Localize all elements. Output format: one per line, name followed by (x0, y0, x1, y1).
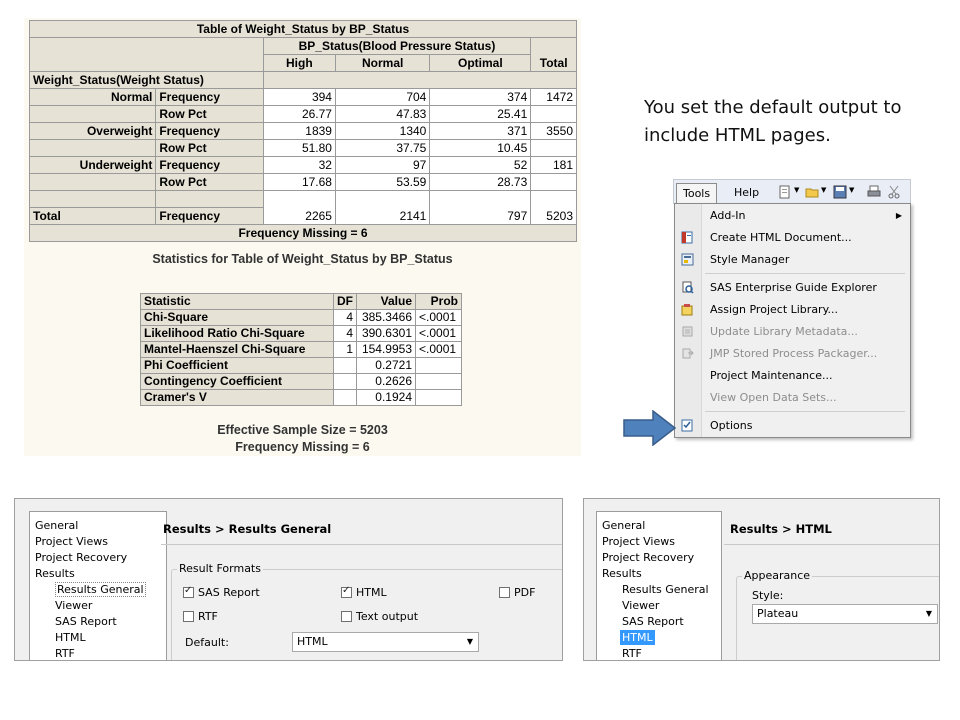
select-value: Plateau (757, 607, 799, 620)
cell: 97 (335, 157, 429, 174)
menu-item-options[interactable] (675, 415, 910, 437)
menu-item-label: SAS Enterprise Guide Explorer (710, 281, 877, 294)
tree-item-rtf[interactable]: RTF (622, 647, 642, 660)
tree-item-results-general[interactable]: Results General (622, 583, 709, 596)
options-dialog-results-html (583, 498, 940, 661)
style-manager-icon (681, 253, 694, 266)
stats-header: Statistic (141, 294, 334, 310)
stat-name: Mantel-Haenszel Chi-Square (141, 342, 334, 358)
menu-item-label: Project Maintenance... (710, 369, 833, 382)
metadata-icon (681, 325, 694, 338)
dialog-page-title: Results > Results General (163, 522, 332, 536)
stat-value: 0.2721 (357, 358, 416, 374)
cell: 1839 (263, 123, 335, 140)
cell: 374 (430, 89, 531, 106)
checkbox-box[interactable] (341, 611, 352, 622)
menu-item-sas-eg-explorer[interactable] (675, 277, 910, 299)
menu-item-project-maintenance[interactable] (675, 365, 910, 387)
stats-header: DF (334, 294, 357, 310)
result-formats-label: Result Formats (179, 562, 261, 575)
stat-name: Contingency Coefficient (141, 374, 334, 390)
cell: 2141 (335, 191, 429, 225)
cell: 17.68 (263, 174, 335, 191)
menu-item-label: Style Manager (710, 253, 790, 266)
cell: 704 (335, 89, 429, 106)
default-format-label: Default: (185, 636, 229, 649)
frequency-missing-footer: Frequency Missing = 6 (30, 225, 577, 242)
frequency-table (29, 20, 577, 242)
stat-value: 0.2626 (357, 374, 416, 390)
cell: 37.75 (335, 140, 429, 157)
stat-value: 385.3466 (357, 310, 416, 326)
checkbox-label: RTF (198, 610, 218, 623)
title-divider (724, 544, 940, 545)
tree-item-sas-report[interactable]: SAS Report (622, 615, 684, 628)
tools-dropdown (674, 203, 911, 438)
menu-item-label: JMP Stored Process Packager... (710, 347, 878, 360)
stat-prob (416, 374, 462, 390)
options-tree (596, 511, 722, 661)
sas-output-panel (24, 18, 581, 456)
dropdown-arrow-icon[interactable]: ▼ (849, 186, 855, 194)
stat-name: Phi Coefficient (141, 358, 334, 374)
stat-value: 0.1924 (357, 390, 416, 406)
stat-df (334, 358, 357, 374)
cell: 28.73 (430, 174, 531, 191)
stat-prob: <.0001 (416, 326, 462, 342)
cell: 32 (263, 157, 335, 174)
row-label-overweight: Overweight (30, 123, 156, 140)
cell: 1340 (335, 123, 429, 140)
cell: 25.41 (430, 106, 531, 123)
stat-label: Frequency (156, 123, 263, 140)
checkbox-box[interactable] (183, 587, 194, 598)
corner-cell (30, 38, 264, 72)
cell: 26.77 (263, 106, 335, 123)
menu-item-create-html-document[interactable] (675, 227, 910, 249)
stat-label: Frequency (156, 208, 263, 225)
appearance-label: Appearance (744, 569, 811, 582)
stat-prob (416, 390, 462, 406)
total-row-label: Total (30, 208, 156, 225)
row-label-underweight: Underweight (30, 157, 156, 174)
row-total: 1472 (531, 89, 577, 106)
print-icon[interactable] (867, 185, 881, 199)
row-total: 3550 (531, 123, 577, 140)
checkbox-sas-report[interactable] (183, 586, 260, 599)
chevron-down-icon[interactable]: ▼ (925, 609, 932, 618)
checkbox-html[interactable] (341, 586, 387, 599)
menu-item-label: View Open Data Sets... (710, 391, 837, 404)
row-total: 181 (531, 157, 577, 174)
stat-name: Chi-Square (141, 310, 334, 326)
stats-title: Statistics for Table of Weight_Status by BP_Status (152, 252, 453, 266)
select-value: HTML (297, 635, 328, 648)
tree-item-general[interactable]: General (602, 519, 646, 532)
library-icon (681, 303, 694, 316)
title-divider (161, 544, 563, 545)
tree-item-results-general[interactable]: Results General (57, 583, 144, 596)
options-dialog-results-general (14, 498, 563, 661)
total-col-header: Total (531, 38, 577, 72)
pointer-arrow-icon (623, 410, 677, 446)
tree-item-results[interactable]: Results (35, 567, 75, 580)
html-document-icon (681, 231, 694, 244)
stat-df: 4 (334, 326, 357, 342)
chevron-down-icon[interactable]: ▼ (466, 637, 473, 646)
stat-name: Cramer's V (141, 390, 334, 406)
freq-table-title: Table of Weight_Status by BP_Status (30, 21, 577, 38)
options-icon (681, 419, 694, 432)
menu-item-label: Add-In (710, 209, 746, 222)
checkbox-box[interactable] (499, 587, 510, 598)
tree-item-results[interactable]: Results (602, 567, 642, 580)
row-label-normal: Normal (30, 89, 156, 106)
menu-help[interactable]: Help (734, 186, 760, 199)
submenu-arrow-icon: ▶ (895, 211, 902, 220)
new-document-icon[interactable] (778, 185, 792, 199)
frequency-missing: Frequency Missing = 6 (235, 440, 370, 454)
stat-df (334, 390, 357, 406)
cell: 371 (430, 123, 531, 140)
checkbox-pdf[interactable] (499, 586, 535, 599)
options-tree (29, 511, 167, 661)
menu-item-jmp-packager[interactable] (675, 343, 910, 365)
menu-item-label: Update Library Metadata... (710, 325, 858, 338)
stats-header: Value (357, 294, 416, 310)
cell: 2265 (263, 191, 335, 225)
stat-value: 390.6301 (357, 326, 416, 342)
stat-prob: <.0001 (416, 310, 462, 326)
style-select[interactable] (752, 604, 938, 624)
stat-label: Row Pct (156, 106, 263, 123)
menu-item-label: Options (710, 419, 753, 432)
style-label: Style: (752, 589, 784, 602)
menu-item-style-manager[interactable] (675, 249, 910, 271)
dropdown-arrow-icon[interactable]: ▼ (821, 186, 827, 194)
col-header-normal: Normal (335, 55, 429, 72)
stat-df: 1 (334, 342, 357, 358)
cell: 52 (430, 157, 531, 174)
menu-item-assign-project-library[interactable] (675, 299, 910, 321)
stat-df (334, 374, 357, 390)
tree-item-project-views[interactable]: Project Views (602, 535, 675, 548)
stat-label: Row Pct (156, 174, 263, 191)
tree-item-rtf[interactable]: RTF (55, 647, 75, 660)
slide-caption: You set the default output to include HTML pages. (644, 97, 902, 146)
menu-separator (705, 273, 905, 274)
cell: 394 (263, 89, 335, 106)
tree-item-project-views[interactable]: Project Views (35, 535, 108, 548)
dropdown-arrow-icon[interactable]: ▼ (794, 186, 800, 194)
menu-separator (705, 411, 905, 412)
cell: 10.45 (430, 140, 531, 157)
tree-item-viewer[interactable]: Viewer (622, 599, 660, 612)
grand-total: 5203 (531, 191, 577, 225)
menu-item-add-in[interactable] (675, 205, 910, 227)
stat-label: Frequency (156, 89, 263, 106)
cell: 797 (430, 191, 531, 225)
col-group-header: BP_Status(Blood Pressure Status) (263, 38, 531, 55)
menubar (673, 179, 911, 204)
stat-prob: <.0001 (416, 342, 462, 358)
tree-item-sas-report[interactable]: SAS Report (55, 615, 117, 628)
stats-header: Prob (416, 294, 462, 310)
menu-item-label: Assign Project Library... (710, 303, 839, 316)
tree-item-html[interactable]: HTML (622, 631, 653, 644)
tree-item-general[interactable]: General (35, 519, 79, 532)
open-folder-icon[interactable] (805, 185, 819, 199)
save-icon[interactable] (833, 185, 847, 199)
tree-item-viewer[interactable]: Viewer (55, 599, 93, 612)
tools-menu-screenshot (673, 179, 911, 438)
tree-item-project-recovery[interactable]: Project Recovery (602, 551, 695, 564)
stat-value: 154.9953 (357, 342, 416, 358)
tree-item-html[interactable]: HTML (55, 631, 86, 644)
statistics-table (140, 293, 462, 406)
checkbox-label: HTML (356, 586, 387, 599)
checkbox-label: PDF (514, 586, 536, 599)
checkbox-label: Text output (356, 610, 419, 623)
default-format-select[interactable] (292, 632, 479, 652)
row-group-filler (263, 72, 576, 89)
effective-sample-size: Effective Sample Size = 5203 (217, 423, 388, 437)
cut-icon[interactable] (887, 185, 901, 199)
cell: 47.83 (335, 106, 429, 123)
packager-icon (681, 347, 694, 360)
col-header-high: High (263, 55, 335, 72)
stat-label: Frequency (156, 157, 263, 174)
menu-tools[interactable]: Tools (676, 183, 717, 205)
stat-prob (416, 358, 462, 374)
checkbox-text-output[interactable] (341, 610, 418, 623)
checkbox-box[interactable] (183, 611, 194, 622)
cell: 53.59 (335, 174, 429, 191)
checkbox-box[interactable] (341, 587, 352, 598)
tree-item-project-recovery[interactable]: Project Recovery (35, 551, 128, 564)
stat-df: 4 (334, 310, 357, 326)
checkbox-rtf[interactable] (183, 610, 218, 623)
menu-item-view-open-data-sets[interactable] (675, 387, 910, 409)
row-group-header: Weight_Status(Weight Status) (30, 72, 264, 89)
dialog-page-title: Results > HTML (730, 522, 832, 536)
menu-item-update-library-metadata[interactable] (675, 321, 910, 343)
col-header-optimal: Optimal (430, 55, 531, 72)
cell: 51.80 (263, 140, 335, 157)
menu-item-label: Create HTML Document... (710, 231, 852, 244)
stat-name: Likelihood Ratio Chi-Square (141, 326, 334, 342)
explorer-icon (681, 281, 694, 294)
checkbox-label: SAS Report (198, 586, 260, 599)
stat-label: Row Pct (156, 140, 263, 157)
